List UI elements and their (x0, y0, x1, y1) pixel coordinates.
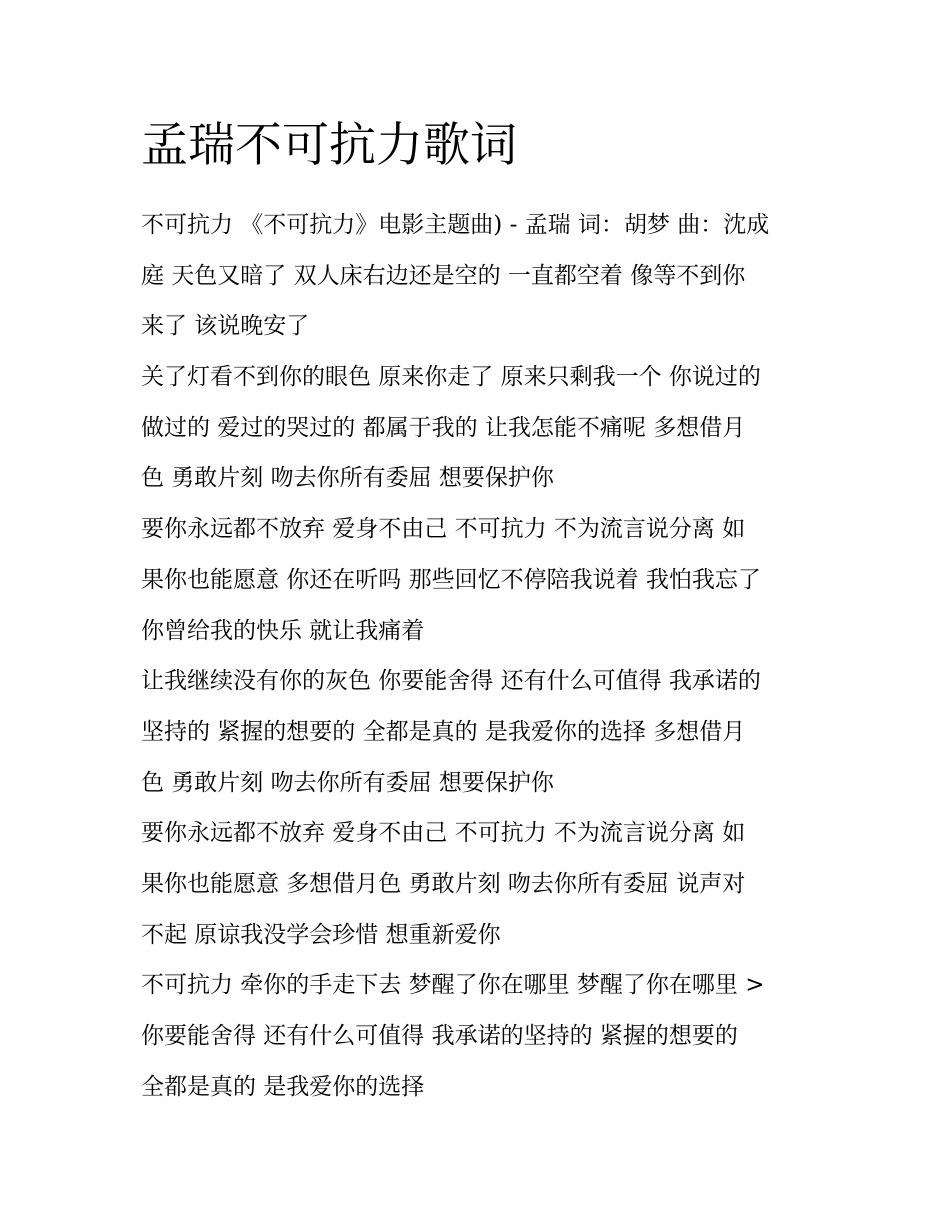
text-line: 你要能舍得 还有什么可值得 我承诺的坚持的 紧握的想要的 (141, 1023, 738, 1049)
text-line: 关了灯看不到你的眼色 原来你走了 原来只剩我一个 你说过的 (141, 364, 761, 391)
text-line: 不可抗力 《不可抗力》电影主题曲) - 孟瑞 词：胡梦 曲：沈成 (141, 212, 770, 238)
text-line: 庭 天色又暗了 双人床右边还是空的 一直都空着 像等不到你 (141, 262, 746, 289)
text-line: 全都是真的 是我爱你的选择 (141, 1073, 425, 1100)
text-line: 做过的 爱过的哭过的 都属于我的 让我怎能不痛呢 多想借月 (141, 414, 746, 441)
text-line: 让我继续没有你的灰色 你要能舍得 还有什么可值得 我承诺的 (141, 668, 761, 695)
text-line: 要你永远都不放弃 爱身不由己 不可抗力 不为流言说分离 如 (141, 516, 746, 543)
text-line: 你曾给我的快乐 就让我痛着 (141, 617, 425, 644)
text-line: 不起 原谅我没学会珍惜 想重新爱你 (141, 921, 501, 948)
text-line: 果你也能愿意 你还在听吗 那些回忆不停陪我说着 我怕我忘了 (141, 566, 761, 593)
lyrics-body (141, 200, 813, 1112)
text-line: 来了 该说晚安了 (141, 313, 310, 340)
text-line: 色 勇敢片刻 吻去你所有委屈 想要保护你 (141, 465, 554, 492)
text-line: 果你也能愿意 多想借月色 勇敢片刻 吻去你所有委屈 说声对 (141, 870, 746, 897)
text-line: 坚持的 紧握的想要的 全都是真的 是我爱你的选择 多想借月 (141, 718, 746, 745)
page-title: 孟瑞不可抗力歌词 (141, 118, 517, 173)
text-line: 要你永远都不放弃 爱身不由己 不可抗力 不为流言说分离 如 (141, 820, 746, 847)
text-line: 色 勇敢片刻 吻去你所有委屈 想要保护你 (141, 769, 554, 796)
text-line: 不可抗力 牵你的手走下去 梦醒了你在哪里 梦醒了你在哪里 > (141, 972, 765, 999)
